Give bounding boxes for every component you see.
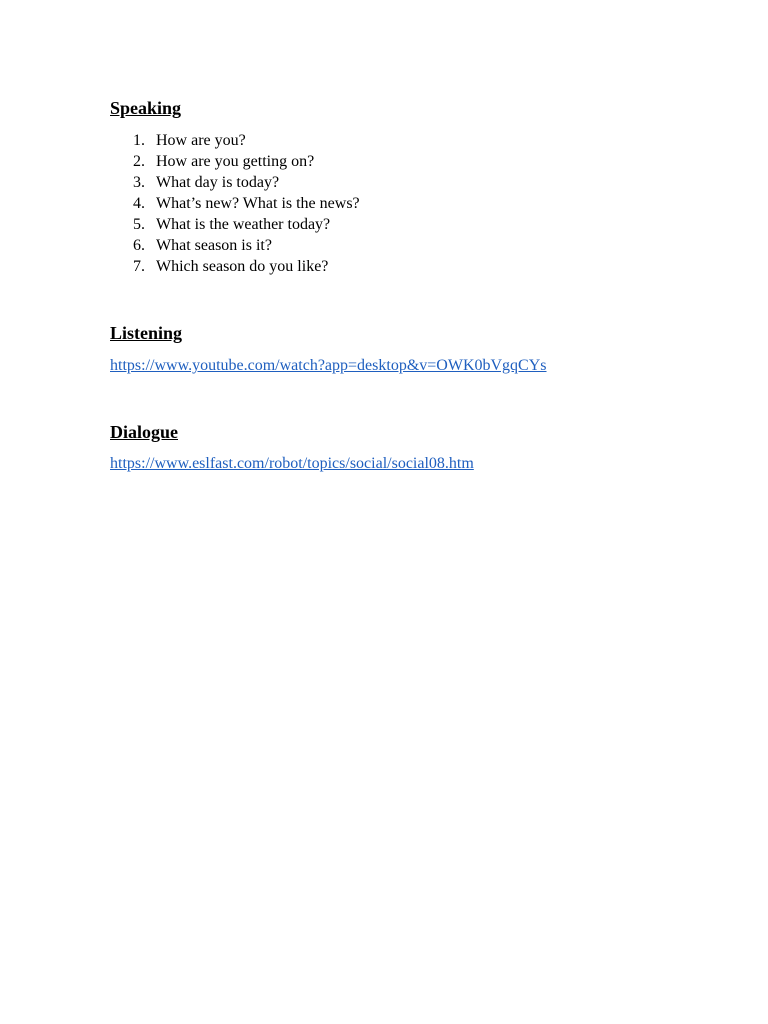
list-item-text: What’s new? What is the news?	[156, 195, 360, 212]
list-item	[128, 214, 360, 235]
list-item-number: 7.	[133, 258, 145, 275]
list-item-number: 3.	[133, 174, 145, 191]
list-item	[128, 172, 360, 193]
list-item-number: 2.	[133, 153, 145, 170]
list-item	[128, 130, 360, 151]
list-item-text: What season is it?	[156, 237, 272, 254]
listening-youtube-link[interactable]: https://www.youtube.com/watch?app=desktop&v=OWK0bVgqCYs	[110, 357, 547, 374]
speaking-question-list	[128, 130, 360, 277]
listening-heading: Listening	[110, 323, 183, 343]
list-item-text: How are you?	[156, 132, 246, 149]
list-item-text: Which season do you like?	[156, 258, 329, 275]
list-item	[128, 151, 360, 172]
dialogue-heading: Dialogue	[110, 422, 179, 442]
list-item	[128, 235, 360, 256]
list-item	[128, 193, 360, 214]
list-item-text: What day is today?	[156, 174, 280, 191]
list-item-number: 4.	[133, 195, 145, 212]
list-item-number: 5.	[133, 216, 145, 233]
list-item	[128, 256, 360, 277]
list-item-number: 1.	[133, 132, 145, 149]
speaking-heading: Speaking	[110, 98, 182, 118]
list-item-text: What is the weather today?	[156, 216, 331, 233]
dialogue-eslfast-link[interactable]: https://www.eslfast.com/robot/topics/social/social08.htm	[110, 455, 474, 472]
list-item-text: How are you getting on?	[156, 153, 315, 170]
list-item-number: 6.	[133, 237, 145, 254]
